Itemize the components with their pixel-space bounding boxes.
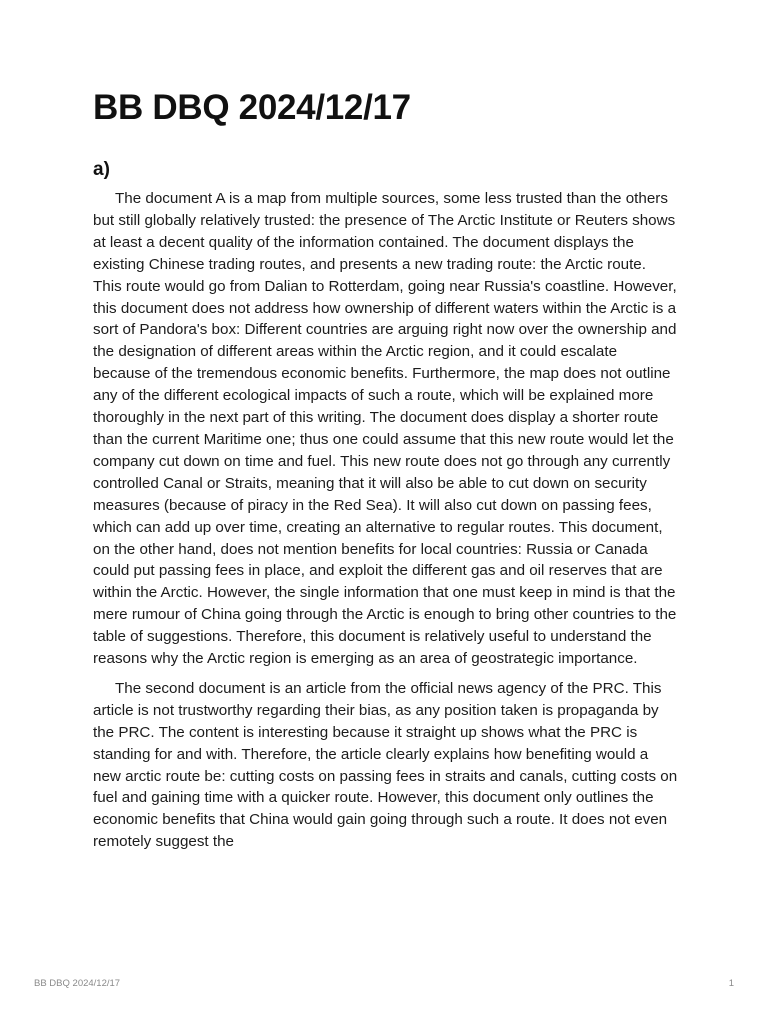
footer-document-title: BB DBQ 2024/12/17 [34,978,121,989]
document-title: BB DBQ 2024/12/17 [93,88,411,127]
section-heading-a: a) [93,159,110,180]
paragraph-1: The document A is a map from multiple sources, some less trusted than the others but still globally relatively trusted: the presence of The Arctic Institute or Reuters shows at least a decent quality of the information contained. The document displays the existing Chinese trading routes, and presents a new trading route: the Arctic route. This route would go from Dalian to Rotterdam, going near Russia's coastline. However, this document does not address how ownership of different waters within the Arctic is a sort of Pandora's box: Different countries are arguing right now over the ownership and the designation of different areas within the Arctic region, and it could escalate because of the tremendous economic benefits. Furthermore, the map does not outline any of the different ecological impacts of such a route, which will be explained more thoroughly in the next part of this writing. The document does display a shorter route than the current Maritime one; thus one could assume that this new route would let the company cut down on time and fuel. This new route does not go through any currently controlled Canal or Straits, meaning that it will also be able to cut down on security measures (because of piracy in the Red Sea). It will also cut down on passing fees, which can add up over time, creating an alternative to regular routes. This document, on the other hand, does not mention benefits for local countries: Russia or Canada could put passing fees in place, and exploit the different gas and oil reserves that are within the Arctic. However, the single information that one must keep in mind is that the mere rumour of China going through the Arctic is enough to bring other countries to the table of suggestions. Therefore, this document is relatively useful to understand the reasons why the Arctic region is emerging as an area of geostrategic importance. [93,190,677,668]
footer-page-number: 1 [728,978,734,989]
document-body [93,84,678,861]
paragraph-2: The second document is an article from the official news agency of the PRC. This article is not trustworthy regarding their bias, as any position taken is propaganda by the PRC. The content is interesting because it straight up shows what the PRC is standing for and with. Therefore, the article clearly explains how benefiting would a new arctic route be: cutting costs on passing fees in straits and canals, cutting costs on fuel and gaining time with a quicker route. However, this document only outlines the economic benefits that China would gain going through such a route. It does not even remotely suggest the [93,679,678,851]
